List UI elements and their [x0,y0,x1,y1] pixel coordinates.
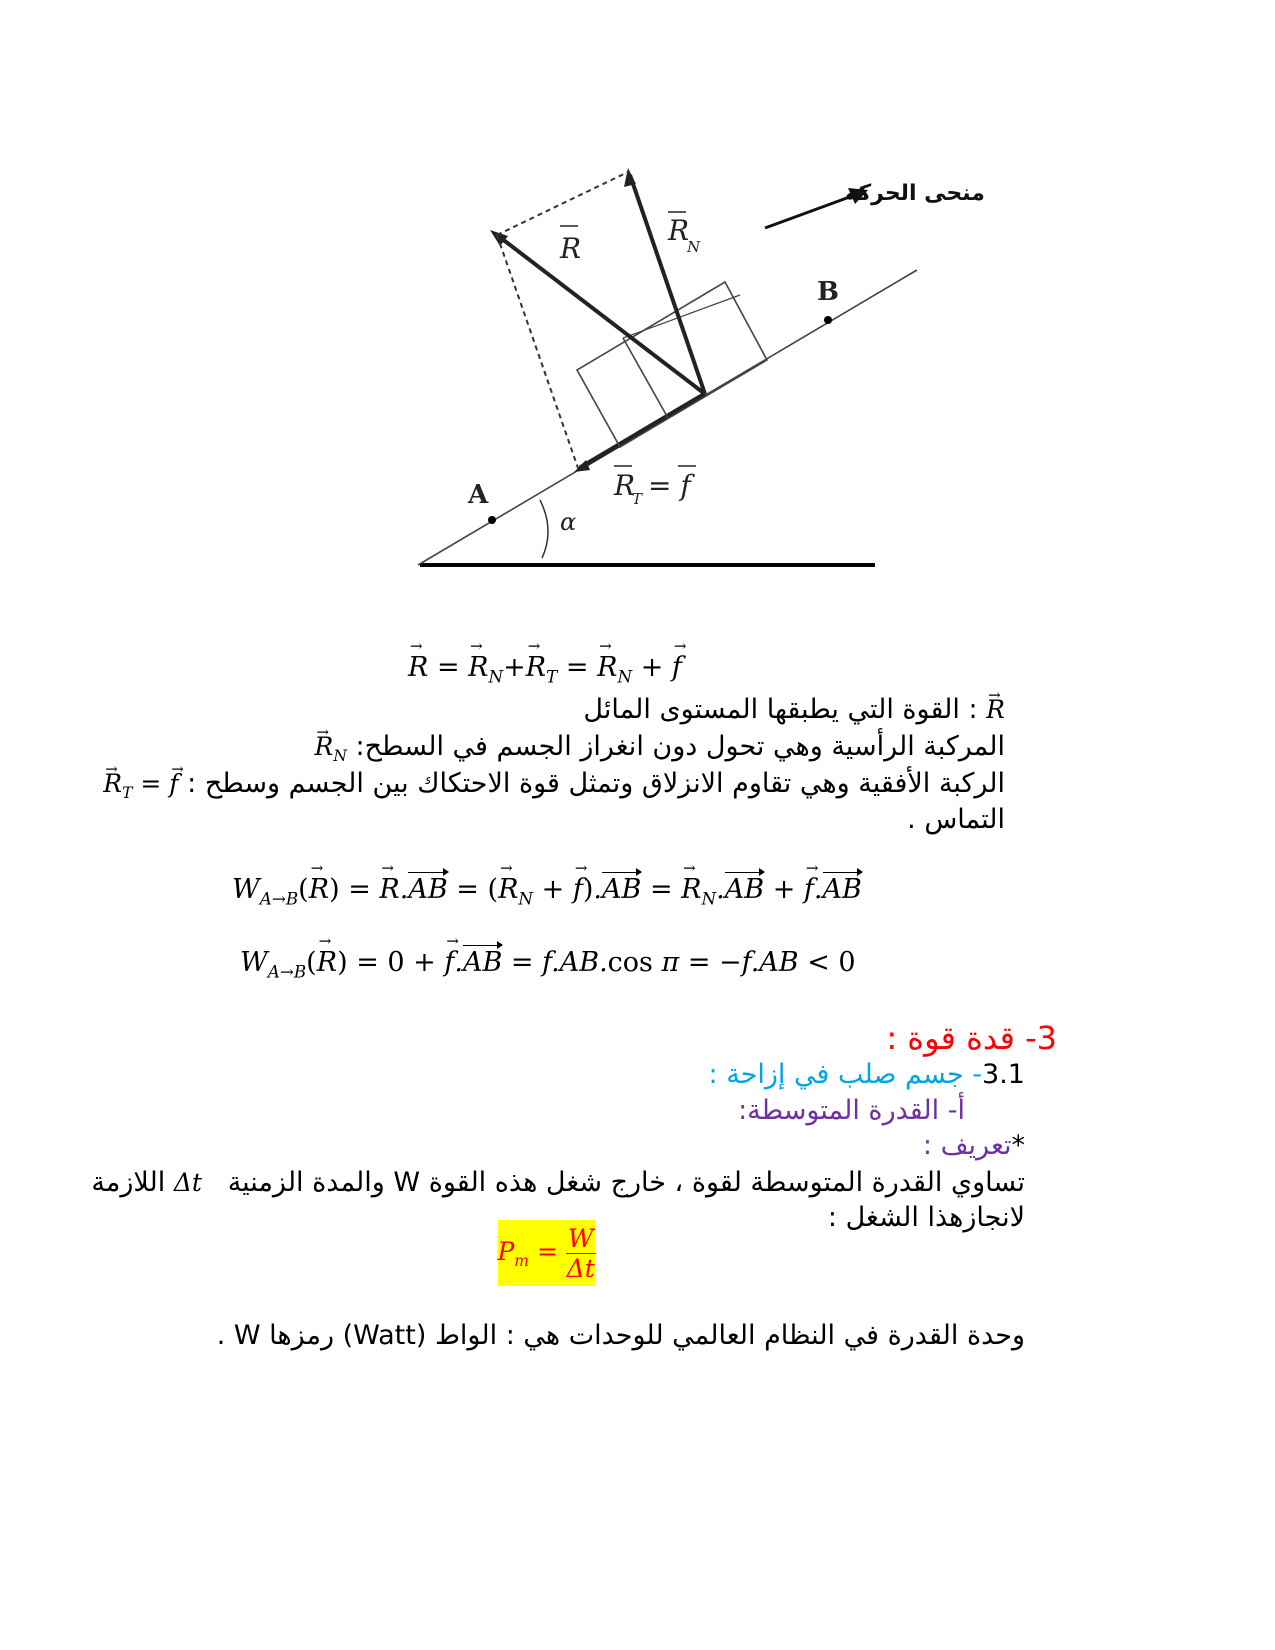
definition-RT: → $R_T$ = → f : الركبة الأفقية وهي تقاوم الانزلاق وتمثل قوة الاحتكاك بين الجسم وسطح [45,766,1005,811]
definition-line-2: لانجازهذا الشغل : [827,1202,1025,1233]
label-A: A [468,480,489,510]
label-alpha: α [560,508,577,536]
subsection-3-1 [325,1057,1025,1093]
label-RN-sub: N [687,238,701,256]
vector-RN-arrowhead [624,168,636,187]
definition-R-text: : القوة التي يطبقها المستوى المائل [583,694,978,725]
definition-RT-text-line1: : الركبة الأفقية وهي تقاوم الانزلاق وتمثل قوة الاحتكاك بين الجسم وسطح [187,768,1005,799]
label-RN: R [668,214,690,247]
delta-t: Δt [173,1168,202,1197]
unit-sentence: وحدة القدرة في النظام العالمي للوحدات هي : الواط (Watt) رمزها W . [216,1320,1025,1351]
inclined-plane-figure [400,160,985,580]
label-R: R [560,232,582,265]
definition-heading [425,1128,1025,1164]
definition-R: → R : القوة التي يطبقها المستوى المائل [305,692,1005,728]
point-A [488,516,496,524]
definition-label: تعريف : [922,1130,1012,1161]
vector-R [497,235,705,394]
definition-RN: → $R_N$ :المركبة الرأسية وهي تحول دون انغراز الجسم في السطح [205,729,1005,774]
label-RT-sub: T [632,490,643,508]
subsection-title: - جسم صلب في إزاحة : [708,1059,983,1090]
angle-arc [540,500,548,558]
label-RT-eq: = f [648,469,691,502]
label-RT: R [614,469,636,502]
formula-fraction [566,1224,596,1283]
definition-RT-text-line2: التماس . [907,804,1005,835]
formula-P: P [497,1236,515,1266]
formula-numerator: W [567,1223,594,1253]
average-power-formula: $P_m$ = $\frac{W}{\Delta t}$ [498,1220,595,1286]
section-3-heading: 3- قدة قوة : [886,1019,1057,1057]
subsection-number: 3.1 [982,1059,1025,1090]
formula-denominator: Δt [566,1253,595,1283]
definition-line-1 [65,1165,1025,1201]
item-a-average-power: أ- القدرة المتوسطة: [738,1095,965,1126]
block [577,282,767,447]
definition-RN-text: :المركبة الرأسية وهي تحول دون انغراز الجسم في السطح [355,731,1005,762]
point-B [824,316,832,324]
friction-vector-RT [580,394,705,468]
vector-RN [630,175,705,394]
definition-text-1-end: اللازمة [91,1167,166,1198]
formula-sub-m: m [514,1251,529,1270]
definition-star: * [1011,1130,1025,1161]
dashed-line-left [497,235,578,468]
definition-text-1: تساوي القدرة المتوسطة لقوة ، خارج شغل هذه القوة W والمدة الزمنية [227,1167,1025,1198]
equation-R-decomposition: → R = → $R_N+\to R_T$ = → $R_N$ + → f [408,652,682,686]
motion-arrow [765,195,855,228]
label-motion: منحى الحركة [845,181,985,206]
definition-RT-line2 [705,802,1005,838]
equation-work-1: $W_{A\to B}(\to R)$ = → R.AB = (→ $R_N$ + → f).AB = → $R_N.AB$ + → f.AB [232,872,862,908]
equation-work-2: $W_{A\to B}(\to R) = 0$ + → f.AB = f.AB.cos π = −f.AB < 0 [240,945,856,981]
label-B: B [817,277,839,307]
